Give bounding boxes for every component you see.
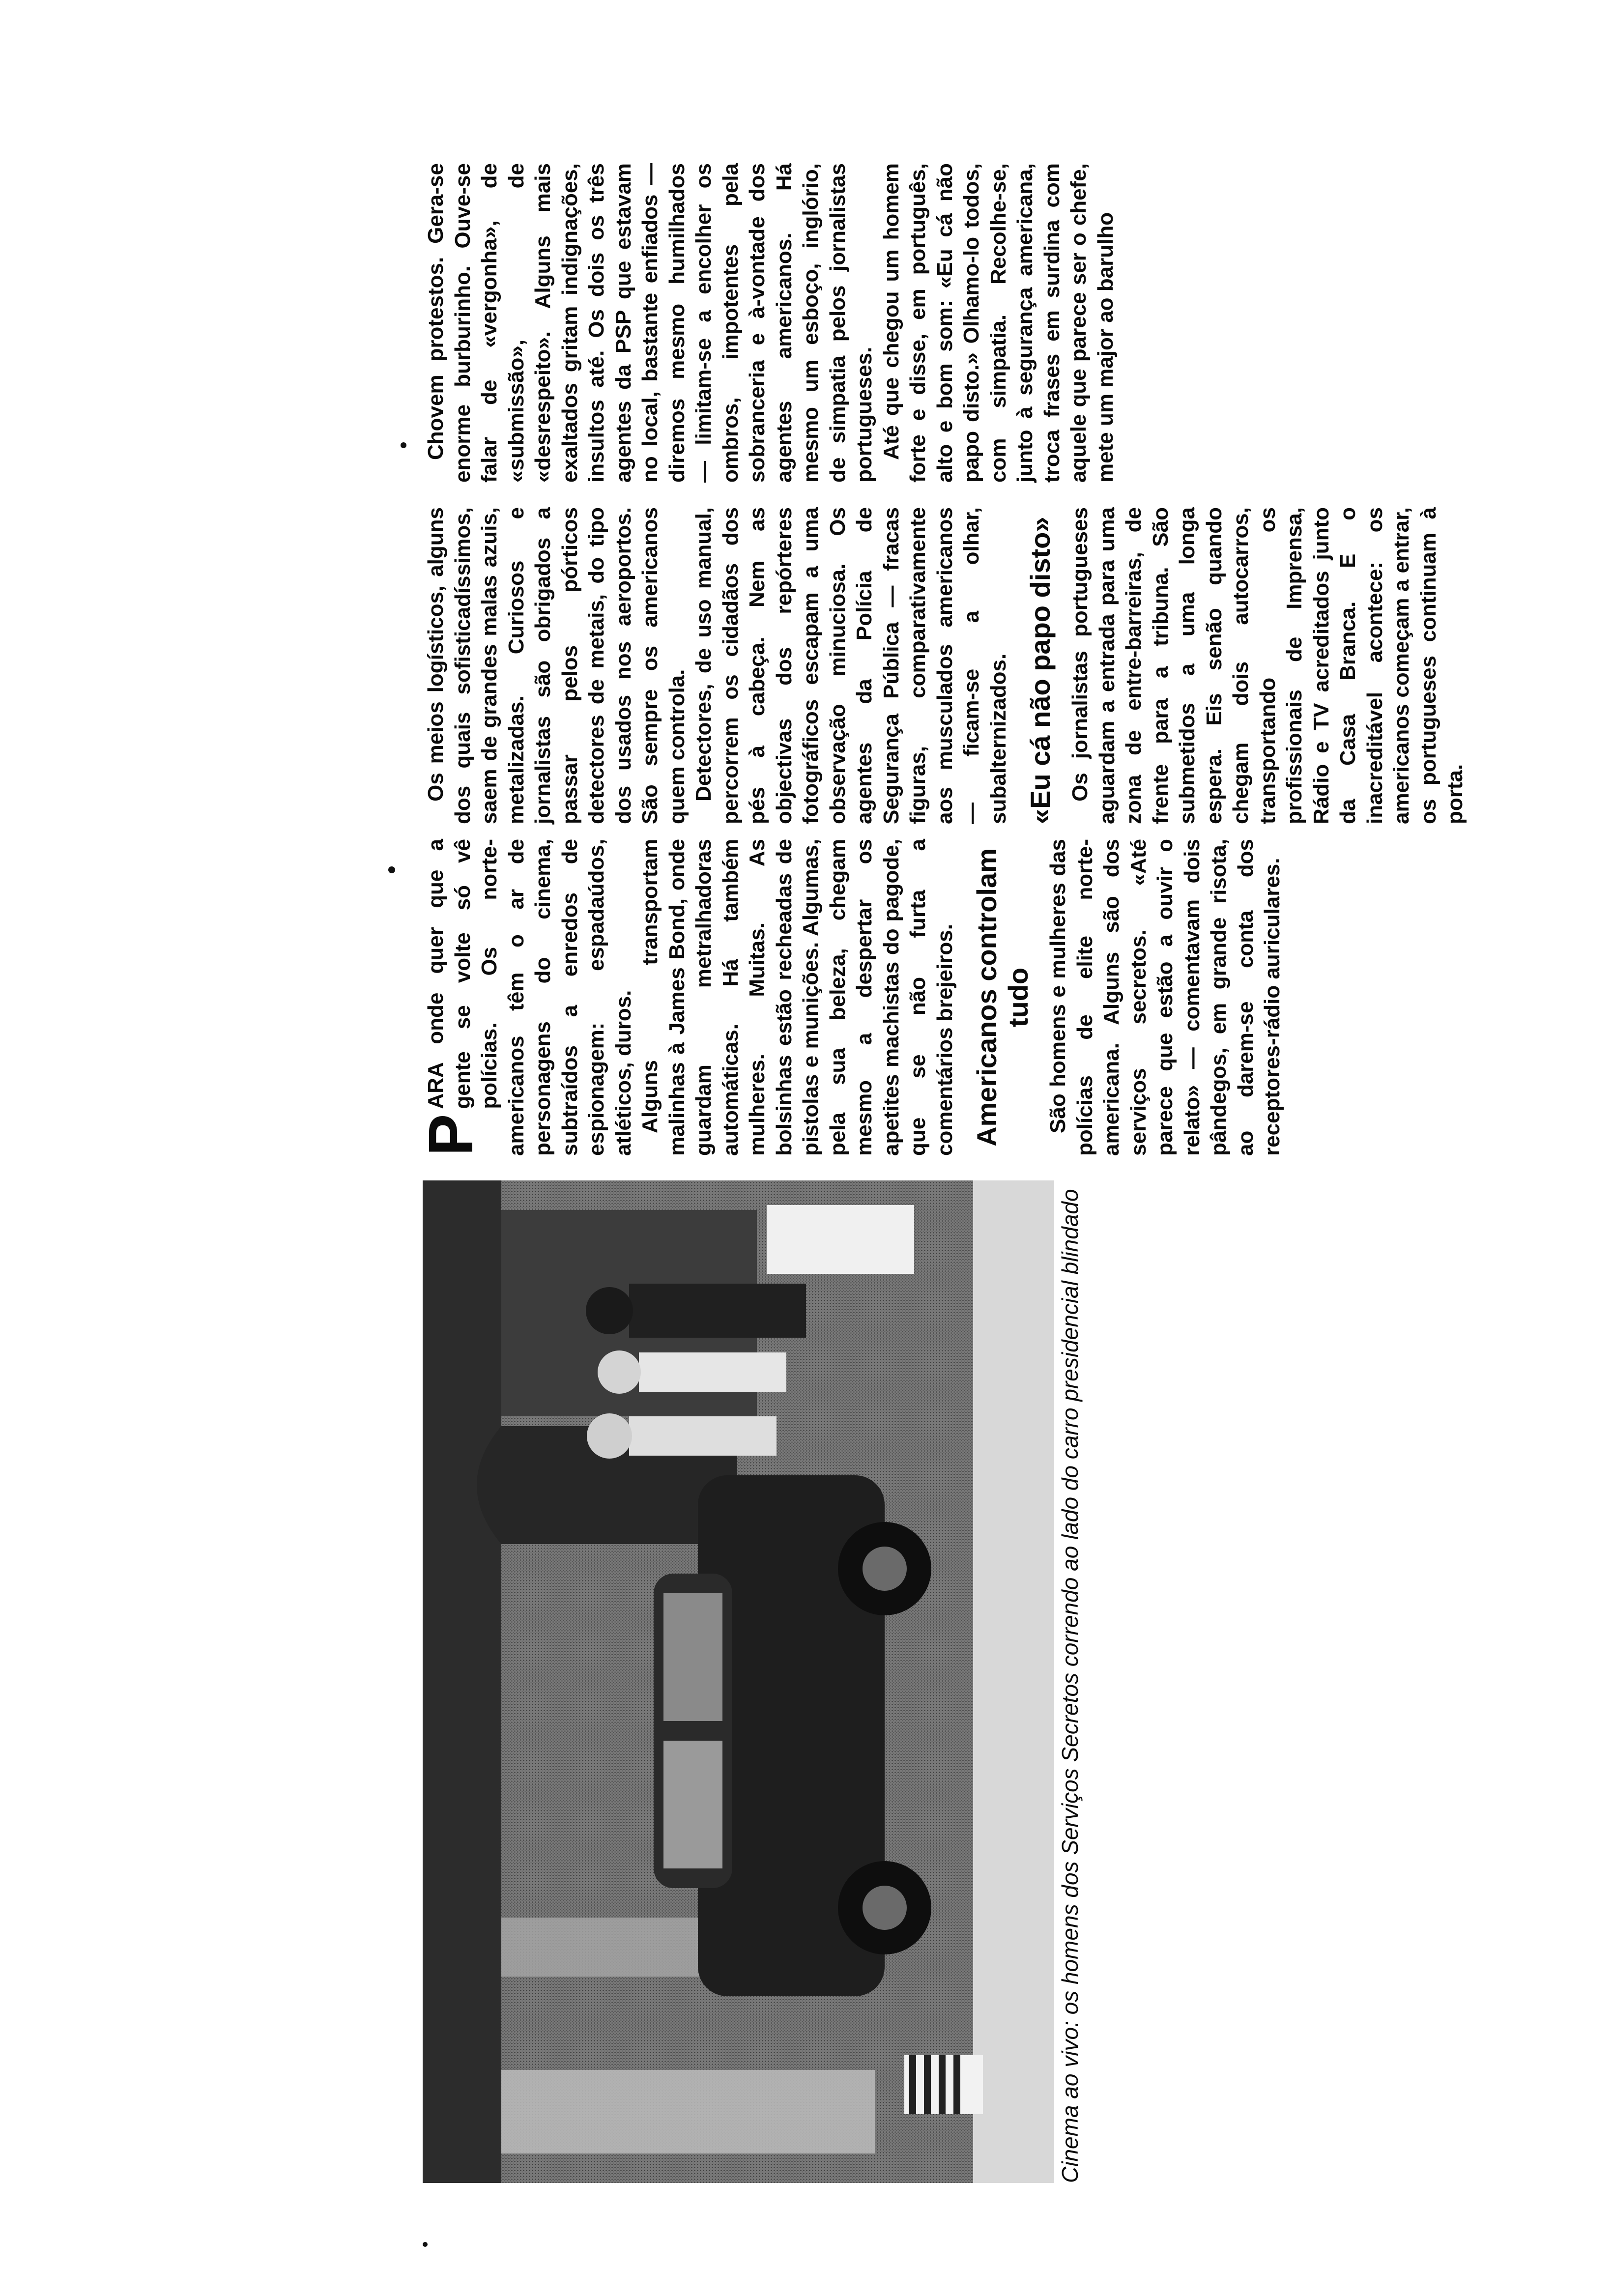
scan-speck <box>423 2242 428 2247</box>
article-column-2 <box>423 507 1469 824</box>
lead-text: ARA onde quer que a gente se volte só vê polícias. Os norte-americanos têm o ar de personagens do cinema, subtraídos a enredos de espionagem: espadaúdos, atléticos, duros. <box>424 839 635 1156</box>
paragraph: Os meios logísticos, alguns dos quais sofisticadíssimos, saem de grandes malas azuis, metalizadas. Curiosos e jornalistas são obrigados a passar pelos pórticos detectores de metais, do tipo dos usados nos aeroportos. São sempre os americanos quem controla. <box>424 507 689 824</box>
scan-speck <box>388 866 395 873</box>
drop-cap: P <box>416 1114 486 1156</box>
article-column-1 <box>416 839 1286 1156</box>
scan-speck <box>401 442 406 448</box>
lead-paragraph <box>416 839 637 1156</box>
press-photo <box>423 1180 1054 2183</box>
paragraph: Chovem protestos. Gera-se enorme burburinho. Ouve-se falar de «vergonha», de «submissão», de «desrespeito». Alguns mais exaltados gritam indignações, insultos até. Os dois os três agentes da PSP que estavam no local, bastante enfiados — diremos mesmo humilhados — limitam-se a encolher os ombros, impotentes pela sobranceria e à-vontade dos agentes americanos. Há mesmo um esboço, inglório, de simpatia pelos jornalistas portugueses. <box>424 163 876 483</box>
subheading: Americanos controlam tudo <box>971 848 1034 1147</box>
paragraph: São homens e mulheres das polícias de elite norte-americana. Alguns são dos serviços secretos. «Até parece que estão a ouvir o relato» — comentavam dois pândegos, em grande risota, ao darem-se conta dos receptores-rádio auriculares. <box>1046 839 1284 1156</box>
paragraph: Os jornalistas portugueses aguardam a entrada para uma zona de entre-barreiras, de frente para a tribuna. São submetidos a uma longa espera. Eis senão quando chegam dois autocarros, transportando os profissionais de Imprensa, Rádio e TV acreditados junto da Casa Branca. E o inacreditável acontece: os americanos começam a entrar, os portugueses continuam à porta. <box>1068 507 1467 824</box>
photo-caption: Cinema ao vivo: os homens dos Serviços Secretos correndo ao lado do carro presidencial blindado <box>1057 1189 1083 2183</box>
paragraph: Até que chegou um homem forte e disse, em português, alto e bom som: «Eu cá não papo disto.» Olhamo-lo todos, com simpatia. Recolhe-se, junto à segurança americana, troca frases em surdina com aquele que parece ser o chefe, mete um major ao barulho <box>879 163 1118 483</box>
subheading: «Eu cá não papo disto» <box>1025 517 1056 824</box>
article-column-3 <box>423 163 1119 483</box>
presidential-car-photo <box>423 1180 1054 2183</box>
paragraph: Detectores, de uso manual, percorrem os cidadãos dos pés à cabeça. Nem as objectivas dos repórteres fotográficos escapam a uma observação minuciosa. Os agentes da Polícia de Segurança Pública — fracas figuras, comparativamente aos musculados americanos — ficam-se a olhar, subalternizados. <box>691 507 1010 824</box>
paragraph: Alguns transportam malinhas à James Bond, onde guardam metralhadoras automáticas. Há também mulheres. Muitas. As bolsinhas estão recheadas de pistolas e munições. Algumas, pela sua beleza, chegam mesmo a despertar os apetites machistas do pagode, que se não furta a comentários brejeiros. <box>638 839 957 1156</box>
